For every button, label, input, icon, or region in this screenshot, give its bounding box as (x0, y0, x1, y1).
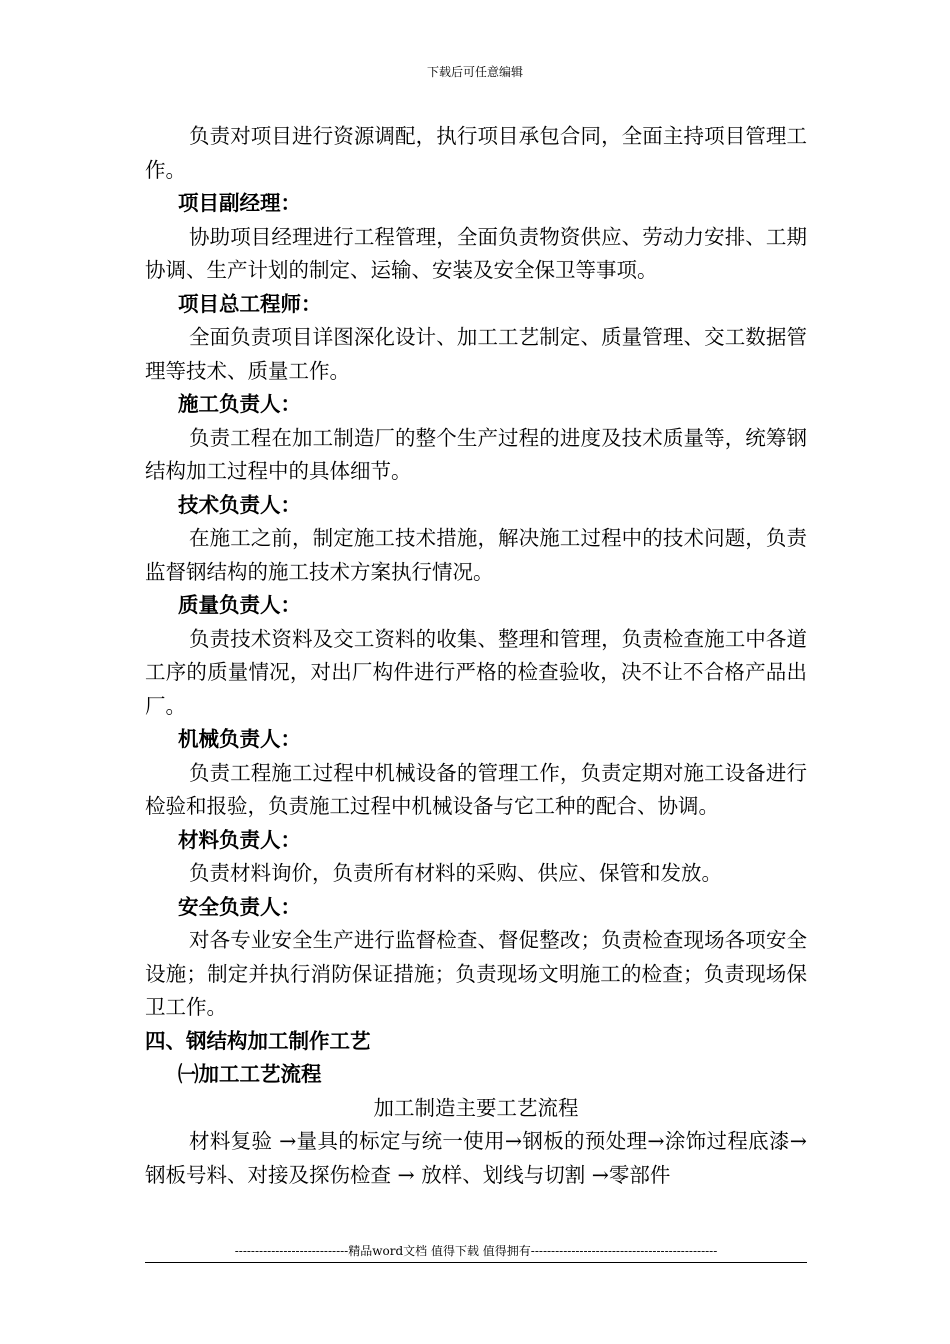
role-heading-safety-lead: 安全负责人： (178, 894, 301, 919)
footer-rule (145, 1262, 807, 1263)
role-heading-chief-engineer: 项目总工程师： (178, 291, 322, 316)
page-footer: ----------------------------精品word文档 值得下载 值得拥有---------------------------------------------- (234, 1244, 718, 1258)
role-description-machinery-lead: 负责工程施工过程中机械设备的管理工作，负责定期对施工设备进行检验和报验，负责施工过程中机械设备与它工种的配合、协调。 (145, 760, 807, 818)
role-description-deputy-manager: 协助项目经理进行工程管理，全面负责物资供应、劳动力安排、工期协调、生产计划的制定、运输、安装及安全保卫等事项。 (145, 224, 807, 282)
page-header: 下载后可任意编辑 (426, 65, 523, 79)
role-heading-deputy-manager: 项目副经理： (178, 191, 301, 215)
role-description-construction-lead: 负责工程在加工制造厂的整个生产过程的进度及技术质量等，统筹钢结构加工过程中的具体细节。 (145, 425, 807, 483)
role-description-technical-lead: 在施工之前，制定施工技术措施，解决施工过程中的技术问题，负责监督钢结构的施工技术方案执行情况。 (145, 526, 807, 584)
role-heading-quality-lead: 质量负责人： (178, 593, 301, 617)
role-description-quality-lead: 负责技术资料及交工资料的收集、整理和管理，负责检查施工中各道工序的质量情况，对出厂构件进行严格的检查验收，决不让不合格产品出厂。 (145, 626, 807, 718)
section-heading: 四、钢结构加工制作工艺 (145, 1028, 371, 1053)
role-description-safety-lead: 对各专业安全生产进行监督检查、督促整改；负责检查现场各项安全设施；制定并执行消防保证措施；负责现场文明施工的检查；负责现场保卫工作。 (145, 928, 807, 1019)
flow-paragraph: 材料复验 →量具的标定与统一使用→钢板的预处理→涂饰过程底漆→钢板号料、对接及探伤检查 → 放样、划线与切割 →零部件 (145, 1129, 807, 1187)
sub-heading: ㈠加工工艺流程 (178, 1062, 322, 1086)
role-description-chief-engineer: 全面负责项目详图深化设计、加工工艺制定、质量管理、交工数据管理等技术、质量工作。 (145, 325, 807, 383)
role-heading-construction-lead: 施工负责人： (178, 392, 301, 416)
role-heading-materials-lead: 材料负责人： (178, 827, 301, 852)
flow-title: 加工制造主要工艺流程 (373, 1095, 579, 1120)
intro-paragraph: 负责对项目进行资源调配，执行项目承包合同，全面主持项目管理工作。 (145, 124, 807, 182)
role-description-materials-lead: 负责材料询价，负责所有材料的采购、供应、保管和发放。 (189, 861, 722, 885)
role-heading-machinery-lead: 机械负责人： (178, 727, 301, 751)
document-body (145, 120, 807, 1192)
role-heading-technical-lead: 技术负责人： (178, 492, 301, 517)
